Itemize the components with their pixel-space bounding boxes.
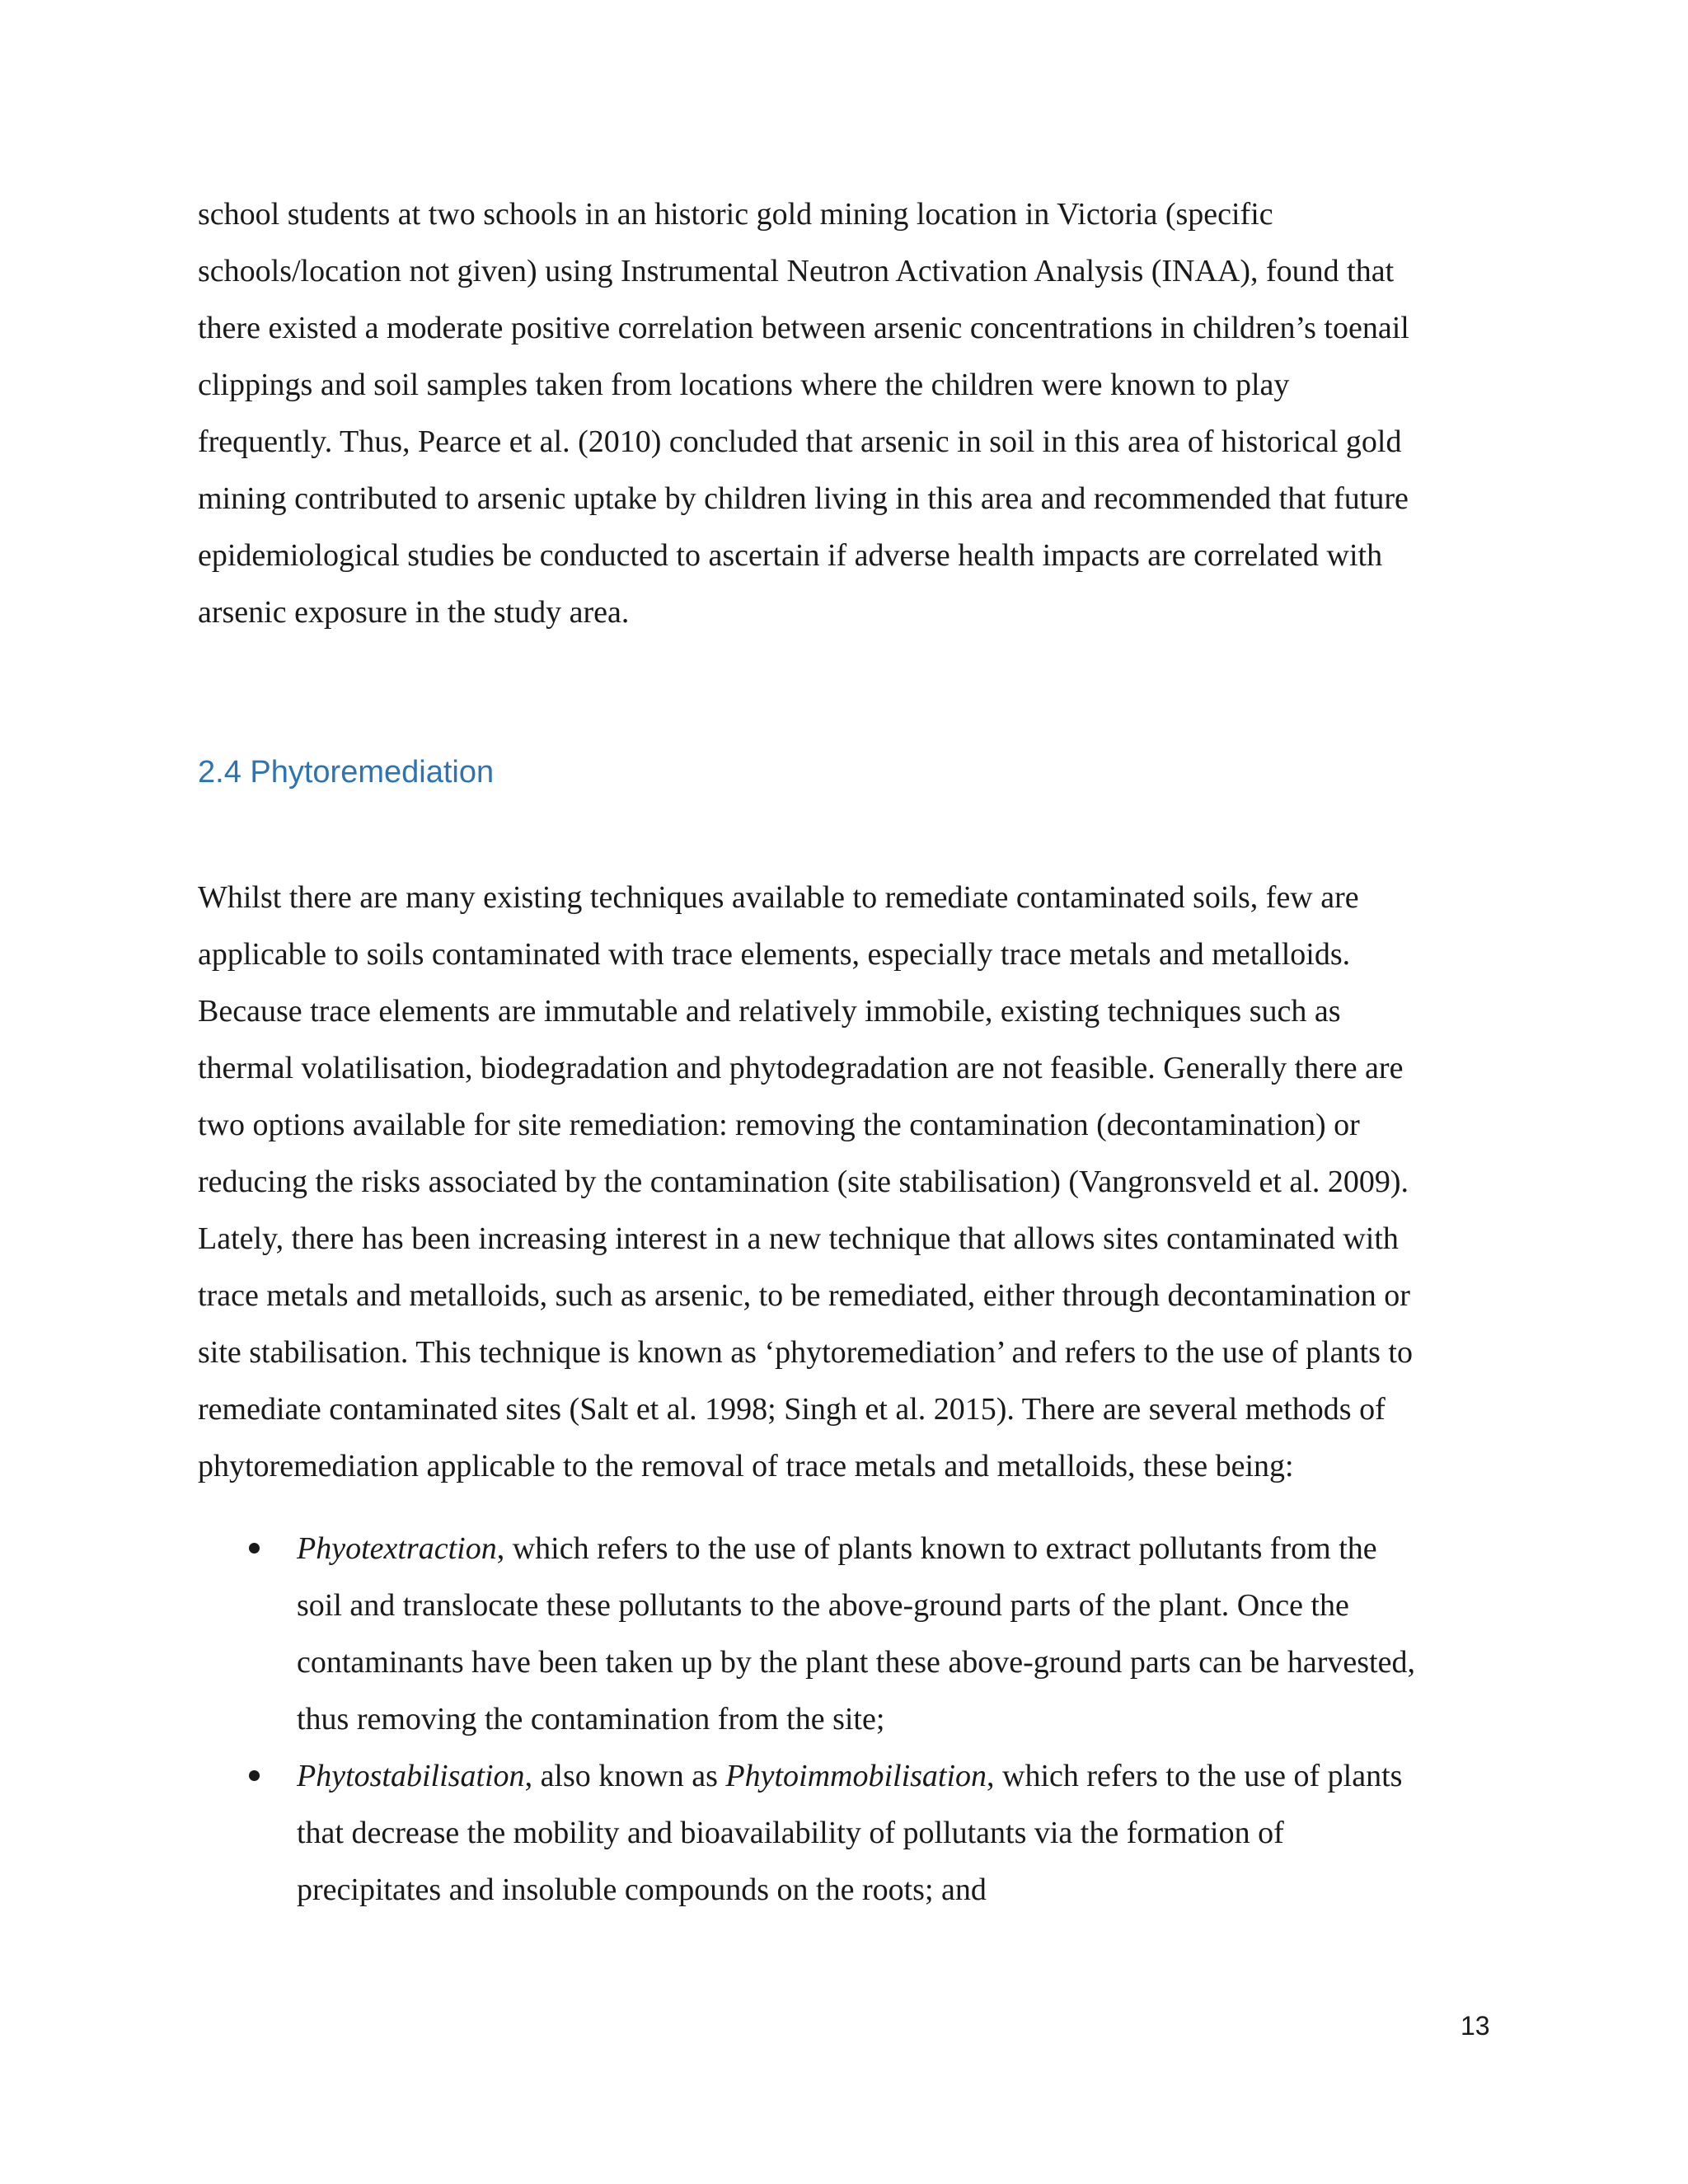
bullet-item-phytoextraction [198,1521,1492,1748]
text-line: there existed a moderate positive correlation between arsenic concentrations in children’s toenail [198,311,1409,345]
text-line: soil and translocate these pollutants to the above-ground parts of the plant. Once the [297,1588,1349,1623]
text-line: Whilst there are many existing techniques available to remediate contaminated soils, few are [198,880,1359,915]
main-paragraph [198,869,1492,1495]
text-line: contaminants have been taken up by the plant these above-ground parts can be harvested, [297,1645,1415,1680]
bullet-text: , which refers to the use of plants known to extract pollutants from the [496,1531,1377,1566]
bullet-icon [249,1770,260,1781]
text-line: trace metals and metalloids, such as arsenic, to be remediated, either through decontamination or [198,1278,1410,1313]
text-line: that decrease the mobility and bioavailability of pollutants via the formation of [297,1816,1284,1850]
text-line: thermal volatilisation, biodegradation and phytodegradation are not feasible. Generally there are [198,1051,1404,1085]
text-line: precipitates and insoluble compounds on the roots; and [297,1872,987,1907]
text-line: applicable to soils contaminated with trace elements, especially trace metals and metalloids. [198,937,1351,972]
text-line: Because trace elements are immutable and relatively immobile, existing techniques such as [198,994,1341,1029]
text-line: Lately, there has been increasing interest in a new technique that allows sites contaminated with [198,1221,1399,1256]
text-line: two options available for site remediation: removing the contamination (decontamination) or [198,1108,1360,1142]
text-line: school students at two schools in an historic gold mining location in Victoria (specific [198,197,1273,232]
bullet-term: Phyotextraction [297,1531,497,1566]
text-line: epidemiological studies be conducted to ascertain if adverse health impacts are correlated with [198,538,1383,573]
text-line: remediate contaminated sites (Salt et al. 1998; Singh et al. 2015). There are several methods of [198,1392,1386,1427]
text-line: site stabilisation. This technique is known as ‘phytoremediation’ and refers to the use of plants to [198,1335,1413,1370]
methods-bullet-list [198,1521,1492,1919]
text-line: schools/location not given) using Instrumental Neutron Activation Analysis (INAA), found that [198,254,1395,288]
bullet-first-line [297,1521,1492,1577]
text-line: clippings and soil samples taken from locations where the children were known to play [198,368,1290,402]
text-line: mining contributed to arsenic uptake by children living in this area and recommended that future [198,481,1409,516]
bullet-term-alt: Phytoimmobilisation [725,1759,987,1793]
bullet-icon [249,1543,260,1554]
text-line: reducing the risks associated by the contamination (site stabilisation) (Vangronsveld et al. 2009). [198,1165,1409,1199]
section-heading: 2.4 Phytoremediation [198,755,495,790]
text-line: phytoremediation applicable to the removal of trace metals and metalloids, these being: [198,1449,1294,1483]
bullet-item-phytostabilisation [198,1748,1492,1919]
intro-paragraph [198,186,1492,641]
bullet-first-line [297,1748,1492,1805]
text-line: arsenic exposure in the study area. [198,595,630,630]
text-line: frequently. Thus, Pearce et al. (2010) concluded that arsenic in soil in this area of historical gold [198,424,1402,459]
text-line: thus removing the contamination from the site; [297,1702,885,1736]
page-number: 13 [1461,2011,1490,2041]
bullet-text: , also known as [524,1759,726,1793]
bullet-text: , which refers to the use of plants [987,1759,1403,1793]
bullet-term: Phytostabilisation [297,1759,525,1793]
